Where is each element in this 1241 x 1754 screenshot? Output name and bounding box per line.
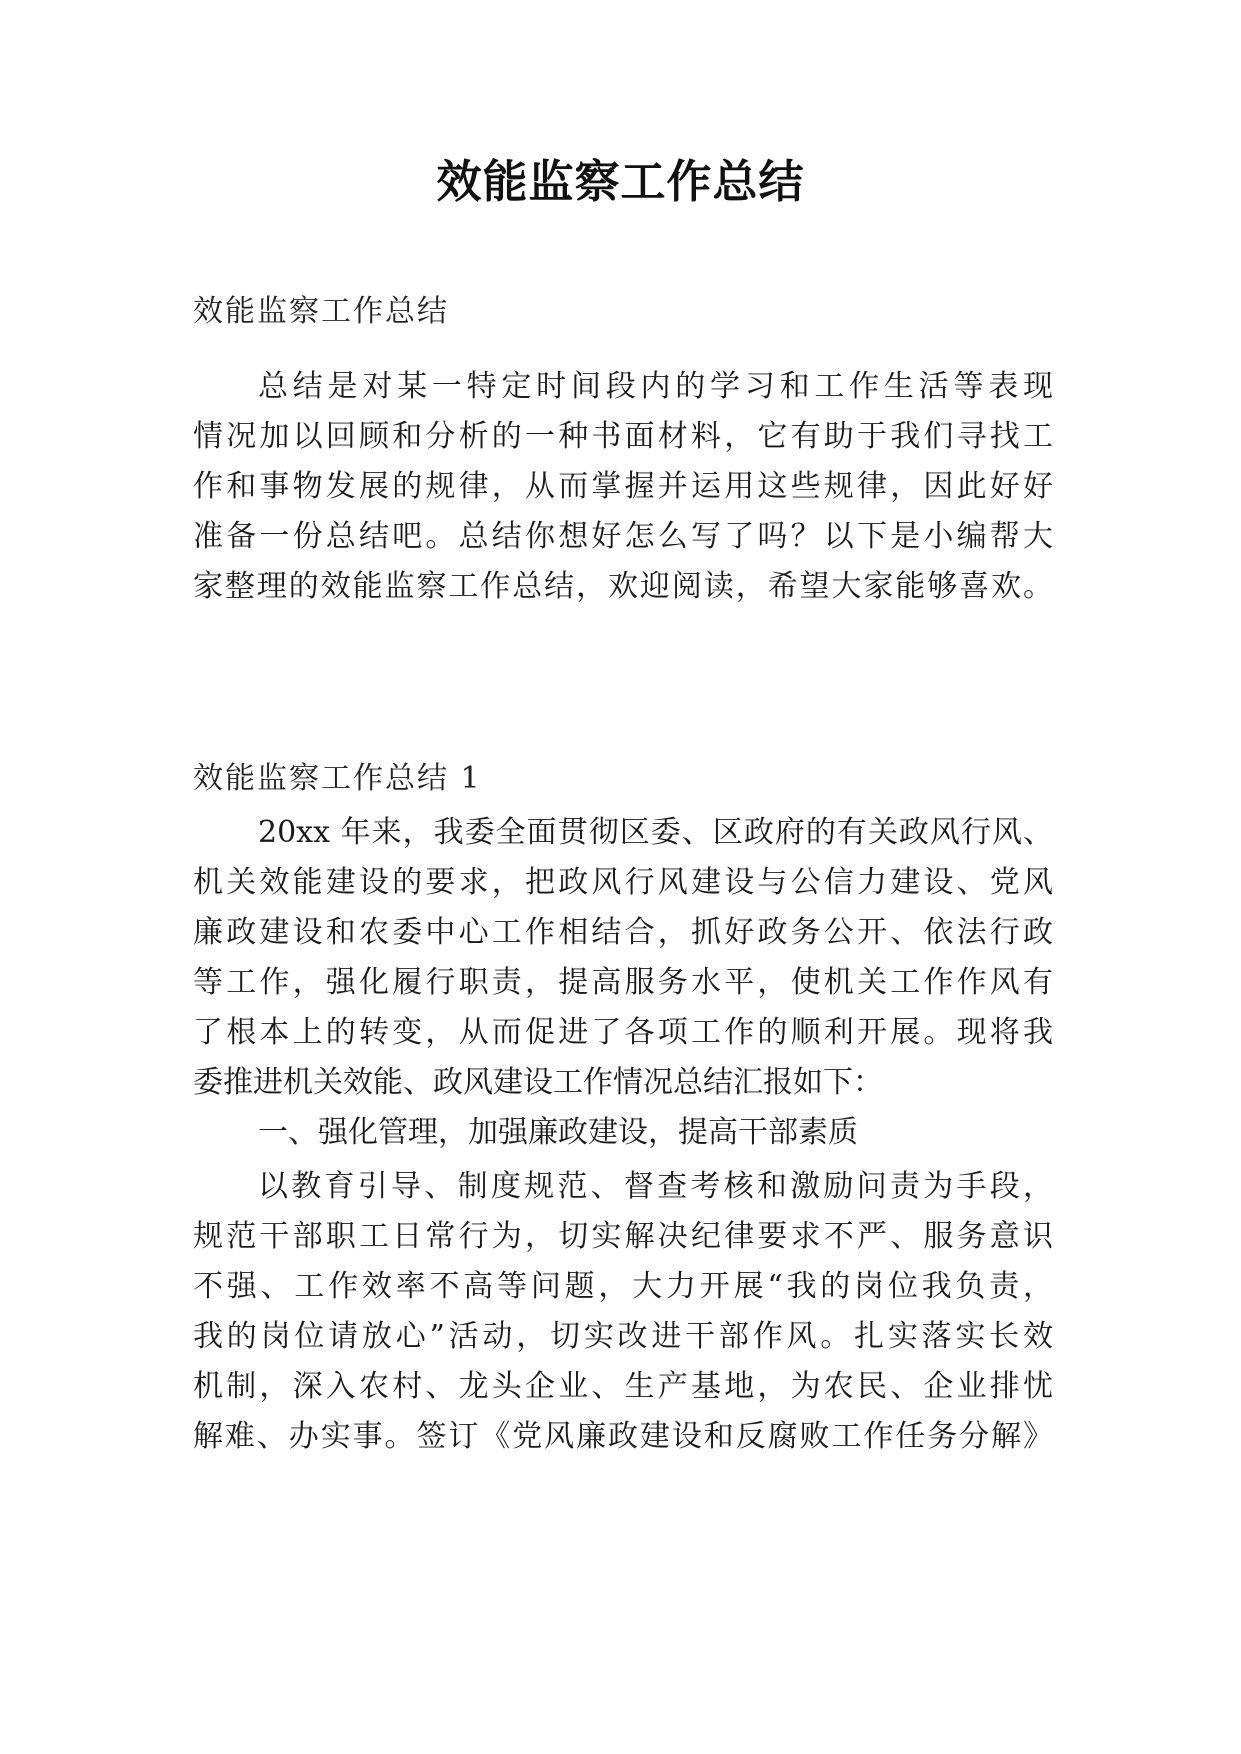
paragraph-line: 我的岗位请放心”活动，切实改进干部作风。扎实落实长效 (193, 1319, 1053, 1354)
paragraph-line: 机关效能建设的要求，把政风行风建设与公信力建设、党风 (193, 865, 1053, 900)
paragraph-line: 等工作，强化履行职责，提高服务水平，使机关工作作风有 (193, 965, 1053, 1000)
paragraph-line: 解难、办实事。签订《党风廉政建设和反腐败工作任务分解》 (193, 1419, 1053, 1454)
paragraph-line: 委推进机关效能、政风建设工作情况总结汇报如下： (193, 1065, 883, 1100)
paragraph-line: 规范干部职工日常行为，切实解决纪律要求不严、服务意识 (193, 1219, 1053, 1254)
paragraph-line: 20xx 年来，我委全面贯彻区委、区政府的有关政风行风、 (258, 815, 1053, 850)
document-title: 效能监察工作总结 (436, 155, 805, 208)
subsection-heading: 一、强化管理，加强廉政建设，提高干部素质 (258, 1115, 858, 1150)
paragraph-line: 了根本上的转变，从而促进了各项工作的顺利开展。现将我 (193, 1015, 1053, 1050)
paragraph-line: 机制，深入农村、龙头企业、生产基地，为农民、企业排忧 (193, 1369, 1053, 1404)
paragraph-line: 不强、工作效率不高等问题，大力开展“我的岗位我负责， (193, 1269, 1053, 1304)
intro-line: 作和事物发展的规律，从而掌握并运用这些规律，因此好好 (193, 469, 1053, 504)
paragraph-line: 廉政建设和农委中心工作相结合，抓好政务公开、依法行政 (193, 915, 1053, 950)
intro-line: 家整理的效能监察工作总结，欢迎阅读，希望大家能够喜欢。 (193, 569, 1053, 604)
intro-line: 准备一份总结吧。总结你想好怎么写了吗？以下是小编帮大 (193, 519, 1053, 554)
intro-line: 情况加以回顾和分析的一种书面材料，它有助于我们寻找工 (193, 419, 1053, 454)
intro-line: 总结是对某一特定时间段内的学习和工作生活等表现 (258, 369, 1053, 404)
document-subtitle: 效能监察工作总结 (193, 294, 449, 329)
paragraph-line: 以教育引导、制度规范、督查考核和激励问责为手段， (258, 1169, 1053, 1204)
section-heading: 效能监察工作总结 1 (193, 761, 482, 796)
